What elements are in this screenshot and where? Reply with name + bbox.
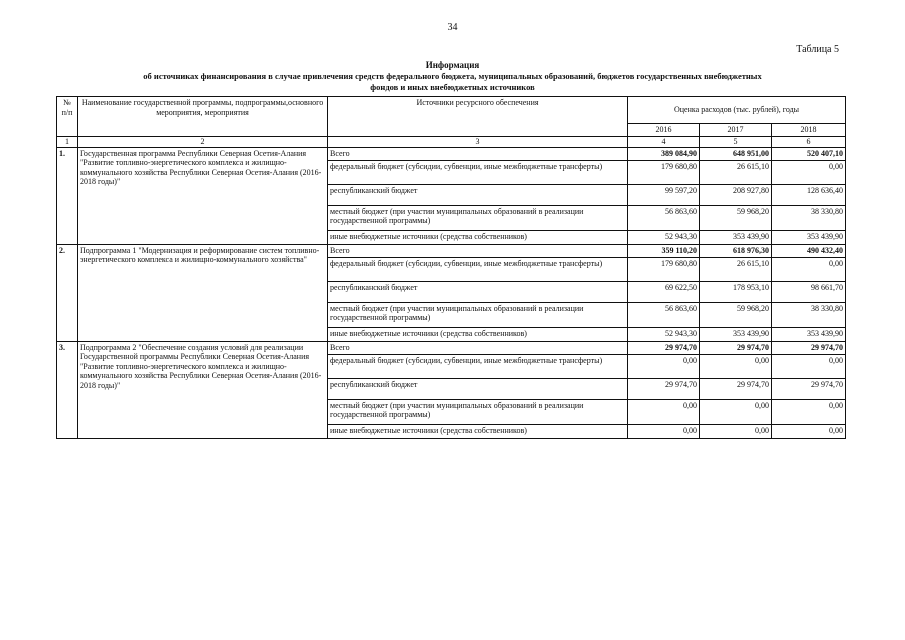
table-row	[57, 341, 846, 354]
expense-value: 389 084,90	[628, 147, 700, 160]
header-year: 2018	[772, 124, 846, 137]
expense-value: 0,00	[700, 424, 772, 438]
header-year: 2017	[700, 124, 772, 137]
page-number: 34	[447, 22, 458, 33]
expense-value: 179 680,80	[628, 160, 700, 184]
expense-value: 359 110,20	[628, 244, 700, 257]
expense-value: 618 976,30	[700, 244, 772, 257]
funding-source: республиканский бюджет	[328, 184, 628, 205]
table-row	[57, 244, 846, 257]
expense-value: 29 974,70	[628, 378, 700, 399]
header-year: 2016	[628, 124, 700, 137]
document-title: Информация	[425, 60, 480, 70]
header-row-top	[57, 97, 846, 124]
funding-source: иные внебюджетные источники (средства собственников)	[328, 230, 628, 244]
table-body	[57, 136, 846, 438]
funding-source: республиканский бюджет	[328, 378, 628, 399]
expense-value: 179 680,80	[628, 257, 700, 281]
expense-value: 52 943,30	[628, 327, 700, 341]
expense-value: 0,00	[772, 424, 846, 438]
funding-source: федеральный бюджет (субсидии, субвенции, иные межбюджетные трансферты)	[328, 160, 628, 184]
row-number: 1.	[57, 147, 78, 244]
column-number: 3	[328, 136, 628, 147]
expense-value: 0,00	[772, 354, 846, 378]
expense-value: 59 968,20	[700, 205, 772, 230]
expense-value: 0,00	[628, 424, 700, 438]
funding-source: иные внебюджетные источники (средства собственников)	[328, 327, 628, 341]
expense-value: 59 968,20	[700, 302, 772, 327]
row-number: 3.	[57, 341, 78, 438]
funding-source: местный бюджет (при участии муниципальных образований в реализации государственной программы)	[328, 399, 628, 424]
expense-value: 128 636,40	[772, 184, 846, 205]
expense-value: 648 951,00	[700, 147, 772, 160]
funding-source: республиканский бюджет	[328, 281, 628, 302]
expense-value: 208 927,80	[700, 184, 772, 205]
column-numbers-row	[57, 136, 846, 147]
document-subtitle-line1: об источниках финансирования в случае привлечения средств федерального бюджета, муниципальных образований, бюджетов государственных внебюджетных	[143, 71, 762, 81]
funding-source: федеральный бюджет (субсидии, субвенции, иные межбюджетные трансферты)	[328, 257, 628, 281]
table-row	[57, 147, 846, 160]
expense-value: 29 974,70	[772, 341, 846, 354]
expense-value: 353 439,90	[772, 230, 846, 244]
column-number: 5	[700, 136, 772, 147]
expense-value: 353 439,90	[700, 327, 772, 341]
expense-value: 38 330,80	[772, 302, 846, 327]
header-name: Наименование государственной программы, подпрограммы,основного мероприятия, мероприятия	[78, 97, 328, 137]
expense-value: 26 615,10	[700, 257, 772, 281]
funding-source: местный бюджет (при участии муниципальных образований в реализации государственной программы)	[328, 205, 628, 230]
header-sources: Источники ресурсного обеспечения	[328, 97, 628, 137]
expense-value: 0,00	[628, 399, 700, 424]
funding-sources-table	[56, 96, 846, 439]
document-subtitle-line2: фондов и иных внебюджетных источников	[370, 82, 535, 92]
funding-source: местный бюджет (при участии муниципальных образований в реализации государственной программы)	[328, 302, 628, 327]
expense-value: 98 661,70	[772, 281, 846, 302]
expense-value: 0,00	[628, 354, 700, 378]
expense-value: 0,00	[772, 257, 846, 281]
funding-source: иные внебюджетные источники (средства собственников)	[328, 424, 628, 438]
column-number: 2	[78, 136, 328, 147]
program-name: Государственная программа Республики Северная Осетия-Алания "Развитие топливно-энергетического комплекса и жилищно-коммунального хозяйства Республики Северная Осетия-Алания (2016-2018 годы)"	[78, 147, 328, 244]
expense-value: 38 330,80	[772, 205, 846, 230]
expense-value: 0,00	[772, 160, 846, 184]
expense-value: 29 974,70	[628, 341, 700, 354]
expense-value: 0,00	[700, 399, 772, 424]
expense-value: 490 432,40	[772, 244, 846, 257]
program-name: Подпрограмма 2 "Обеспечение создания условий для реализации Государственной программы Республики Северная Осетия-Алания "Развитие топливно-энергетического комплекса и жилищно-коммунального хозяйства Республики Северная Осетия-Алания (2016-2018 годы)"	[78, 341, 328, 438]
document-heading	[60, 60, 845, 93]
column-number: 1	[57, 136, 78, 147]
expense-value: 353 439,90	[772, 327, 846, 341]
expense-value: 0,00	[700, 354, 772, 378]
header-num: № п/п	[57, 97, 78, 137]
funding-source: Всего	[328, 341, 628, 354]
expense-value: 178 953,10	[700, 281, 772, 302]
expense-value: 0,00	[772, 399, 846, 424]
header-estimate: Оценка расходов (тыс. рублей), годы	[628, 97, 846, 124]
expense-value: 56 863,60	[628, 302, 700, 327]
expense-value: 29 974,70	[700, 378, 772, 399]
expense-value: 99 597,20	[628, 184, 700, 205]
expense-value: 26 615,10	[700, 160, 772, 184]
expense-value: 69 622,50	[628, 281, 700, 302]
expense-value: 353 439,90	[700, 230, 772, 244]
funding-source: Всего	[328, 244, 628, 257]
expense-value: 29 974,70	[700, 341, 772, 354]
row-number: 2.	[57, 244, 78, 341]
column-number: 6	[772, 136, 846, 147]
expense-value: 52 943,30	[628, 230, 700, 244]
expense-value: 520 407,10	[772, 147, 846, 160]
table-label: Таблица 5	[796, 44, 839, 55]
expense-value: 29 974,70	[772, 378, 846, 399]
funding-source: Всего	[328, 147, 628, 160]
expense-value: 56 863,60	[628, 205, 700, 230]
program-name: Подпрограмма 1 "Модернизация и реформирование систем топливно-энергетического комплекса и жилищно-коммунального хозяйства"	[78, 244, 328, 341]
column-number: 4	[628, 136, 700, 147]
funding-source: федеральный бюджет (субсидии, субвенции, иные межбюджетные трансферты)	[328, 354, 628, 378]
